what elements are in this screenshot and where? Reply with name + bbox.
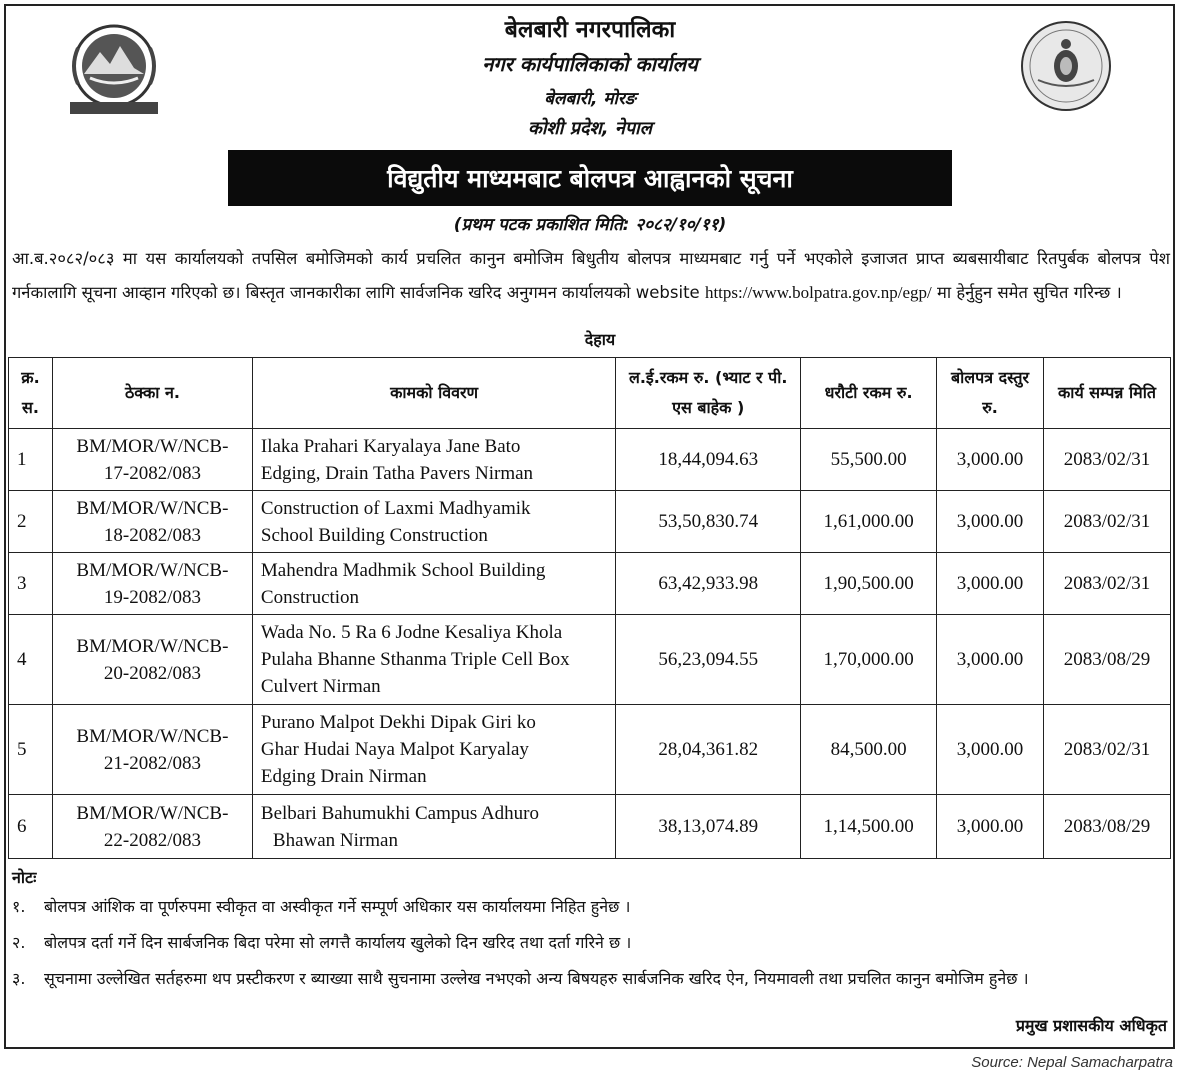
schedule-label: देहाय	[584, 330, 616, 349]
row-completion: 2083/02/31	[1044, 429, 1171, 491]
contract-line: BM/MOR/W/NCB-	[76, 435, 229, 457]
source-credit: Source: Nepal Samacharpatra	[971, 1054, 1173, 1071]
row-fee: 3,000.00	[937, 429, 1044, 491]
contract-line: BM/MOR/W/NCB-	[76, 802, 229, 824]
row-description	[252, 705, 615, 795]
row-deposit: 84,500.00	[801, 705, 937, 795]
municipality-name: बेलबारी नगरपालिका	[504, 17, 676, 43]
nepal-emblem-icon	[60, 18, 168, 118]
contract-line: BM/MOR/W/NCB-	[76, 725, 229, 747]
contract-line: 21-2082/083	[103, 752, 201, 774]
notice-title: विद्युतीय माध्यमबाट बोलपत्र आह्वानको सूचना	[228, 150, 952, 206]
note-text: बोलपत्र आंशिक वा पूर्णरुपमा स्वीकृत वा अस्वीकृत गर्ने सम्पूर्ण अधिकार यस कार्यालयमा निहित हुनेछ ।	[44, 897, 631, 916]
row-fee: 3,000.00	[937, 553, 1044, 615]
row-completion: 2083/02/31	[1044, 705, 1171, 795]
row-estimate: 18,44,094.63	[616, 429, 801, 491]
desc-line: School Building Construction	[260, 524, 488, 546]
row-contract	[52, 491, 252, 553]
header-sn: क्र. स.	[9, 358, 53, 429]
office-location: बेलबारी, मोरङ	[544, 89, 636, 109]
row-deposit: 1,61,000.00	[801, 491, 937, 553]
table-row	[9, 615, 1171, 705]
office-name: नगर कार्यपालिकाको कार्यालय	[482, 52, 698, 76]
contract-line: BM/MOR/W/NCB-	[76, 559, 229, 581]
header-fee: बोलपत्र दस्तुर रु.	[937, 358, 1044, 429]
desc-line: Belbari Bahumukhi Campus Adhuro	[260, 802, 540, 824]
row-fee: 3,000.00	[937, 615, 1044, 705]
contract-line: BM/MOR/W/NCB-	[76, 497, 229, 519]
notes-title: नोटः	[12, 868, 37, 887]
desc-line: Edging, Drain Tatha Pavers Nirman	[260, 462, 534, 484]
row-estimate: 63,42,933.98	[616, 553, 801, 615]
row-description	[252, 795, 615, 859]
intro-end-text: मा हेर्नुहुन समेत सुचित गरिन्छ ।	[931, 283, 1122, 302]
desc-line: Mahendra Madhmik School Building	[260, 559, 546, 581]
note-item	[12, 926, 1170, 960]
row-fee: 3,000.00	[937, 491, 1044, 553]
desc-line: Pulaha Bhanne Sthanma Triple Cell Box	[260, 649, 570, 670]
signatory-title: प्रमुख प्रशासकीय अधिकृत	[1015, 1016, 1167, 1035]
row-description	[252, 553, 615, 615]
note-index: १.	[12, 897, 26, 916]
table-row	[9, 705, 1171, 795]
intro-paragraph	[12, 242, 1170, 310]
row-deposit: 1,70,000.00	[801, 615, 937, 705]
contract-line: 18-2082/083	[103, 524, 201, 546]
row-description	[252, 429, 615, 491]
row-sn: 3	[9, 553, 53, 615]
note-index: २.	[12, 933, 26, 952]
row-fee: 3,000.00	[937, 705, 1044, 795]
note-text: बोलपत्र दर्ता गर्ने दिन सार्बजनिक बिदा परेमा सो लगत्तै कार्यालय खुलेको दिन खरिद तथा दर्ता गरिने छ ।	[44, 933, 632, 952]
desc-line: Edging Drain Nirman	[260, 766, 427, 787]
office-province: कोशी प्रदेश, नेपाल	[528, 118, 652, 139]
header-contract-no: ठेक्का न.	[52, 358, 252, 429]
row-contract	[52, 429, 252, 491]
desc-line: Construction of Laxmi Madhyamik	[260, 497, 531, 519]
note-item	[12, 962, 1170, 996]
row-contract	[52, 615, 252, 705]
contract-line: 19-2082/083	[103, 586, 201, 608]
row-sn: 2	[9, 491, 53, 553]
note-text: सूचनामा उल्लेखित सर्तहरुमा थप प्रस्टीकरण र ब्याख्या साथै सुचनामा उल्लेख नभएको अन्य बिषयहरु सार्बजनिक खरिद ऐन, नियमावली तथा प्रचलित कानुन बमोजिम हुनेछ ।	[44, 969, 1029, 988]
desc-line: Culvert Nirman	[260, 676, 381, 697]
desc-line: Bhawan Nirman	[272, 829, 398, 851]
bolpatra-link[interactable]: https://www.bolpatra.gov.np/egp/	[704, 283, 932, 302]
row-deposit: 55,500.00	[801, 429, 937, 491]
row-sn: 4	[9, 615, 53, 705]
notes-section	[12, 866, 1170, 996]
row-deposit: 1,14,500.00	[801, 795, 937, 859]
desc-line: Ghar Hudai Naya Malpot Karyalay	[260, 739, 529, 760]
row-contract	[52, 553, 252, 615]
row-description	[252, 491, 615, 553]
row-contract	[52, 705, 252, 795]
header-deposit: धरौटी रकम रु.	[801, 358, 937, 429]
header-description: कामको विवरण	[252, 358, 615, 429]
row-completion: 2083/08/29	[1044, 795, 1171, 859]
header-estimate: ल.ई.रकम रु. (भ्याट र पी. एस बाहेक )	[616, 358, 801, 429]
desc-line: Construction	[260, 586, 360, 608]
row-completion: 2083/02/31	[1044, 491, 1171, 553]
row-estimate: 53,50,830.74	[616, 491, 801, 553]
row-contract	[52, 795, 252, 859]
row-sn: 5	[9, 705, 53, 795]
row-deposit: 1,90,500.00	[801, 553, 937, 615]
row-fee: 3,000.00	[937, 795, 1044, 859]
row-completion: 2083/08/29	[1044, 615, 1171, 705]
table-row	[9, 553, 1171, 615]
contract-line: BM/MOR/W/NCB-	[76, 635, 229, 657]
row-estimate: 28,04,361.82	[616, 705, 801, 795]
row-completion: 2083/02/31	[1044, 553, 1171, 615]
tender-table	[8, 357, 1171, 859]
table-row	[9, 491, 1171, 553]
desc-line: Ilaka Prahari Karyalaya Jane Bato	[260, 435, 521, 457]
row-description	[252, 615, 615, 705]
table-row	[9, 795, 1171, 859]
contract-line: 22-2082/083	[103, 829, 201, 851]
table-header-row	[9, 358, 1171, 429]
row-estimate: 56,23,094.55	[616, 615, 801, 705]
desc-line: Purano Malpot Dekhi Dipak Giri ko	[260, 712, 536, 733]
note-item	[12, 890, 1170, 924]
header-completion: कार्य सम्पन्न मिति	[1044, 358, 1171, 429]
intro-text: आ.ब.२०८२/०८३ मा यस कार्यालयको तपसिल बमोजिमको कार्य प्रचलित कानुन बमोजिम बिधुतीय बोलपत्र माध्यमबाट गर्नु पर्ने भएकोले इजाजत प्राप्त ब्यबसायीबाट रितपुर्बक बोलपत्र पेश गर्नकालागि सूचना आव्हान गरिएको छ। बिस्तृत जानकारीका लागि सार्वजनिक खरिद अनुगमन कार्यालयको website	[12, 249, 1170, 302]
row-estimate: 38,13,074.89	[616, 795, 801, 859]
row-sn: 6	[9, 795, 53, 859]
note-index: ३.	[12, 969, 26, 988]
contract-line: 20-2082/083	[103, 662, 201, 684]
desc-line: Wada No. 5 Ra 6 Jodne Kesaliya Khola	[260, 622, 563, 643]
row-sn: 1	[9, 429, 53, 491]
contract-line: 17-2082/083	[103, 462, 201, 484]
municipality-seal-icon	[1018, 20, 1114, 112]
publication-date: (प्रथम पटक प्रकाशित मिति: २०८२/१०/११)	[453, 215, 727, 235]
table-row	[9, 429, 1171, 491]
